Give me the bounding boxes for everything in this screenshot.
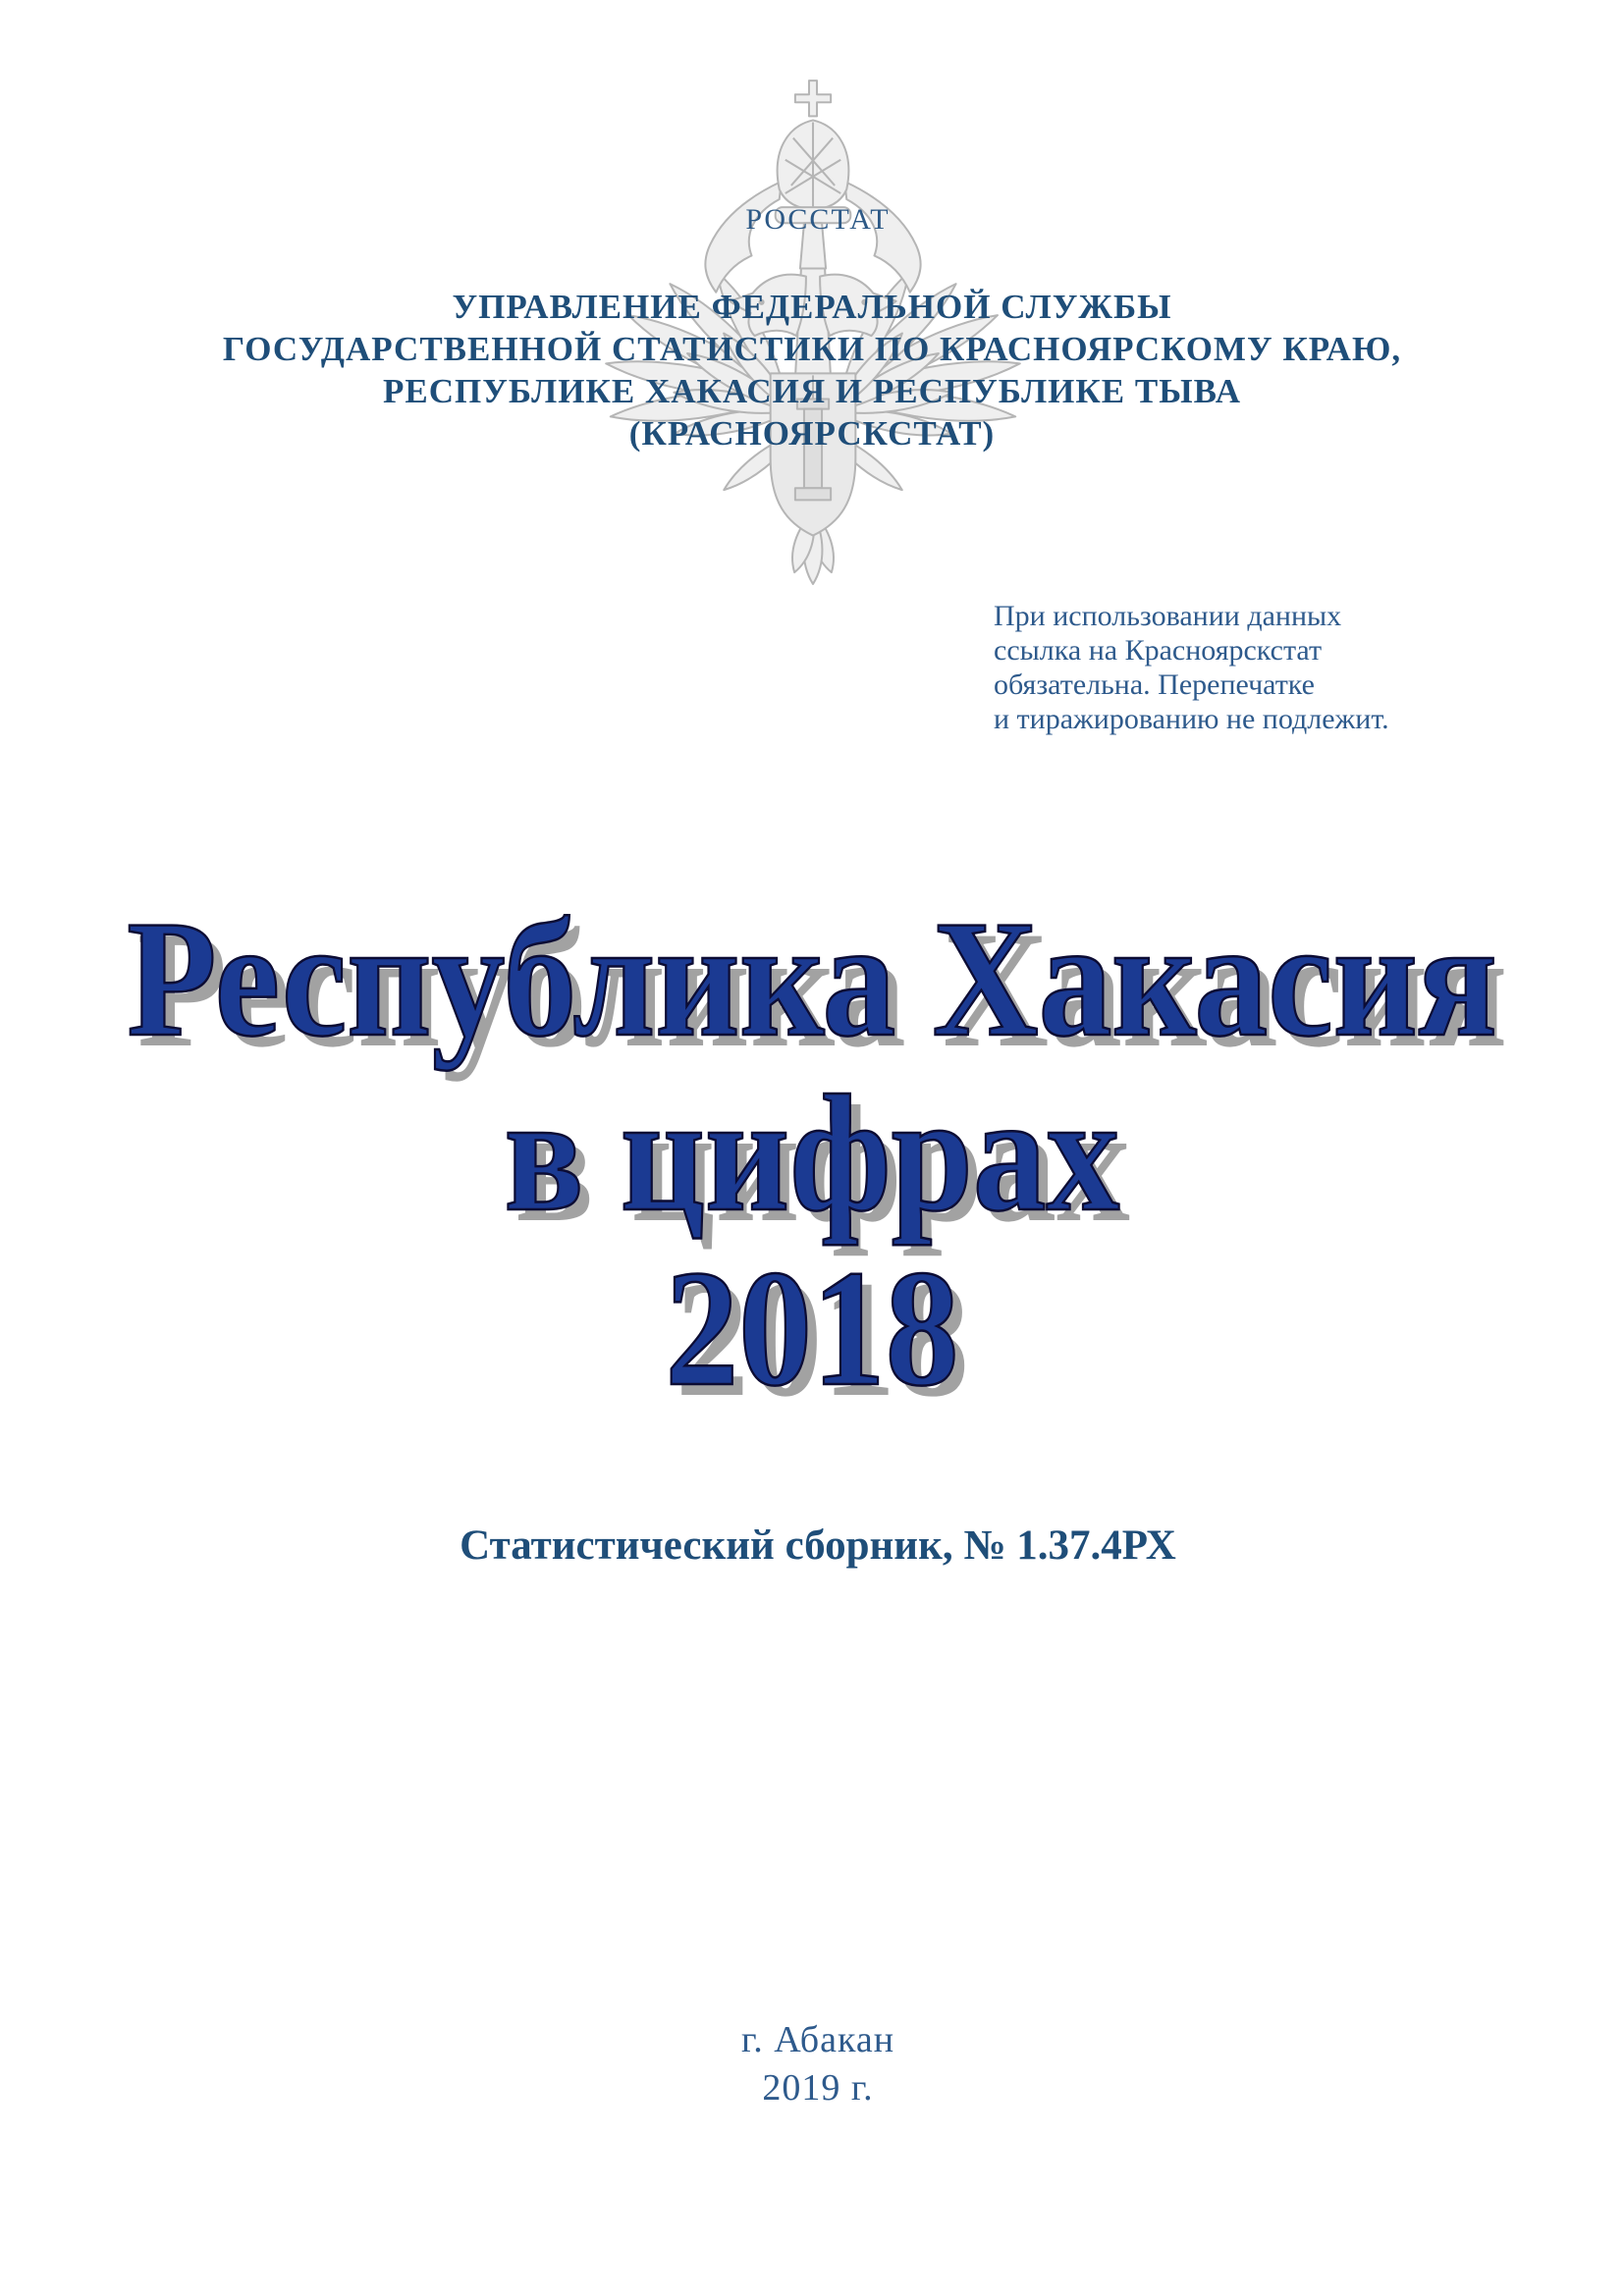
usage-note	[994, 599, 1485, 736]
title-line-1: Республика Хакасия	[127, 886, 1497, 1071]
emblem-crown	[776, 80, 851, 268]
department-line-4: (КРАСНОЯРСКСТАТ)	[628, 414, 996, 453]
department-line-3: РЕСПУБЛИКЕ ХАКАСИЯ И РЕСПУБЛИКЕ ТЫВА	[382, 372, 1241, 410]
imprint-block	[12, 2016, 1624, 2112]
agency-name: РОССТАТ	[745, 203, 891, 236]
department-line-2: ГОСУДАРСТВЕННОЙ СТАТИСТИКИ ПО КРАСНОЯРСКОМУ КРАЮ,	[222, 330, 1402, 368]
usage-note-line-4: и тиражированию не подлежит.	[994, 703, 1389, 735]
title-year: 2018	[665, 1236, 959, 1420]
imprint-city: г. Абакан	[740, 2019, 895, 2060]
publication-title	[0, 886, 1624, 1420]
title-line-2: в цифрах	[504, 1061, 1120, 1246]
usage-note-line-2: ссылка на Красноярскстат	[994, 634, 1323, 667]
emblem-cross-icon	[795, 80, 831, 116]
usage-note-line-1: При использовании данных	[994, 600, 1342, 632]
publication-subtitle: Статистический сборник, № 1.37.4РХ	[460, 1522, 1176, 1569]
department-line-1: УПРАВЛЕНИЕ ФЕДЕРАЛЬНОЙ СЛУЖБЫ	[452, 288, 1172, 326]
imprint-year: 2019 г.	[762, 2067, 874, 2109]
department-name-block	[59, 286, 1565, 454]
usage-note-line-3: обязательна. Перепечатке	[994, 668, 1315, 701]
